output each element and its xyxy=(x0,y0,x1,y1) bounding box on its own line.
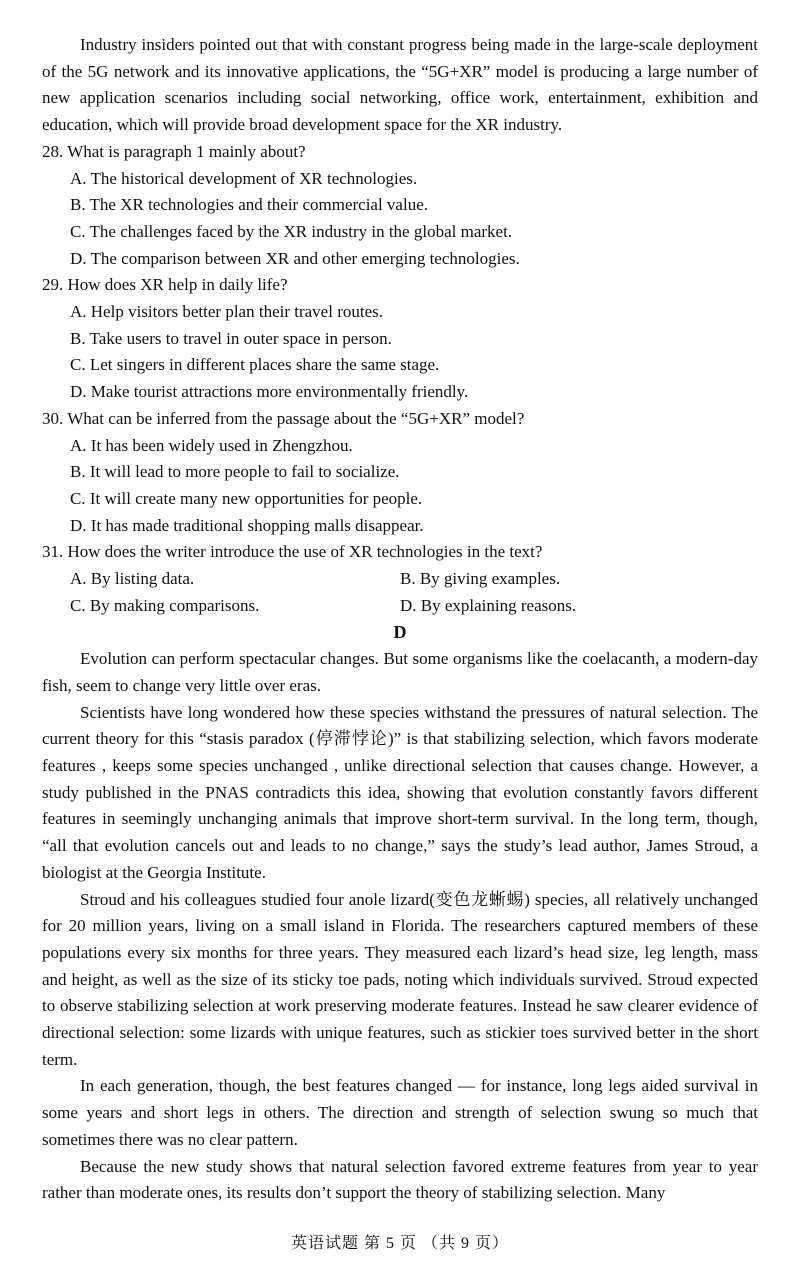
option-row-2 xyxy=(42,593,758,620)
question-30 xyxy=(42,406,758,540)
passage-paragraph-3: Stroud and his colleagues studied four anole lizard(变色龙蜥蜴) species, all relatively unchanged for 20 million years, living on a small island in Florida. The researchers captured members of these populations every six months for three years. They measured each lizard’s head size, leg length, mass and height, as well as the size of its sticky toe pads, noting which individuals survived. Stroud expected to observe stabilizing selection at work preserving moderate features. Instead he saw clearer evidence of directional selection: some lizards with unique features, such as stickier toes survived better in the short term. xyxy=(42,889,758,1069)
option-c: C. Let singers in different places share the same stage. xyxy=(70,355,440,375)
section-d-heading: D xyxy=(393,622,407,643)
option-a: A. Help visitors better plan their travel routes. xyxy=(70,302,383,322)
question-number: 29. xyxy=(42,275,64,295)
question-29 xyxy=(42,272,758,406)
question-stem-line xyxy=(42,272,758,299)
option-a: A. The historical development of XR technologies. xyxy=(70,168,418,188)
option-c: C. It will create many new opportunities for people. xyxy=(70,488,423,508)
option-d: D. By explaining reasons. xyxy=(400,595,577,615)
intro-paragraph: Industry insiders pointed out that with constant progress being made in the large-scale deployment of the 5G network and its innovative applications, the “5G+XR” model is producing a large number of new application scenarios including social networking, office work, entertainment, exhibition and education, which will provide broad development space for the XR industry. xyxy=(42,35,758,135)
question-31 xyxy=(42,539,758,619)
question-stem-line xyxy=(42,139,758,166)
question-stem: What can be inferred from the passage about the “5G+XR” model? xyxy=(67,408,525,428)
question-number: 30. xyxy=(42,408,64,428)
question-number: 31. xyxy=(42,542,64,562)
option-b: B. Take users to travel in outer space in person. xyxy=(70,328,392,348)
option-b: B. By giving examples. xyxy=(400,569,561,589)
option-d: D. It has made traditional shopping malls disappear. xyxy=(70,515,424,535)
question-28 xyxy=(42,139,758,273)
passage-paragraph-1: Evolution can perform spectacular changes. But some organisms like the coelacanth, a modern-day fish, seem to change very little over eras. xyxy=(42,649,758,695)
option-c: C. By making comparisons. xyxy=(70,595,260,615)
option-b: B. It will lead to more people to fail to socialize. xyxy=(70,462,400,482)
passage-paragraph-5: Because the new study shows that natural selection favored extreme features from year to year rather than moderate ones, its results don’t support the theory of stabilizing selection. Many xyxy=(42,1156,758,1203)
option-row-1 xyxy=(42,566,758,593)
option-b: B. The XR technologies and their commercial value. xyxy=(70,195,428,215)
passage-paragraph-4: In each generation, though, the best features changed — for instance, long legs aided survival in some years and short legs in others. The direction and strength of selection swung so much that sometimes there was no clear pattern. xyxy=(42,1076,758,1149)
option-d: D. Make tourist attractions more environmentally friendly. xyxy=(70,382,469,402)
question-stem: What is paragraph 1 mainly about? xyxy=(67,141,306,161)
question-stem-line xyxy=(42,406,758,433)
question-stem-line xyxy=(42,539,758,566)
option-d: D. The comparison between XR and other emerging technologies. xyxy=(70,248,520,268)
option-a: A. By listing data. xyxy=(70,569,195,589)
question-stem: How does the writer introduce the use of XR technologies in the text? xyxy=(67,542,543,562)
option-c: C. The challenges faced by the XR industry in the global market. xyxy=(70,221,513,241)
option-a: A. It has been widely used in Zhengzhou. xyxy=(70,435,353,455)
exam-page xyxy=(42,32,758,1207)
question-number: 28. xyxy=(42,141,64,161)
passage-paragraph-2: Scientists have long wondered how these species withstand the pressures of natural selection. The current theory for this “stasis paradox (停滞悖论)” is that stabilizing selection, which favors moderate features , keeps some species unchanged , unlike directional selection that causes change. However, a study published in the PNAS contradicts this idea, showing that evolution constantly favors different features in seemingly unchanging animals that improve short-term survival. In the long term, though, “all that evolution cancels out and leads to no change,” says the study’s lead author, James Stroud, a biologist at the Georgia Institute. xyxy=(42,702,758,882)
question-stem: How does XR help in daily life? xyxy=(67,275,288,295)
page-footer: 英语试题 第 5 页 （共 9 页） xyxy=(290,1235,509,1253)
passage-d xyxy=(42,646,758,1207)
